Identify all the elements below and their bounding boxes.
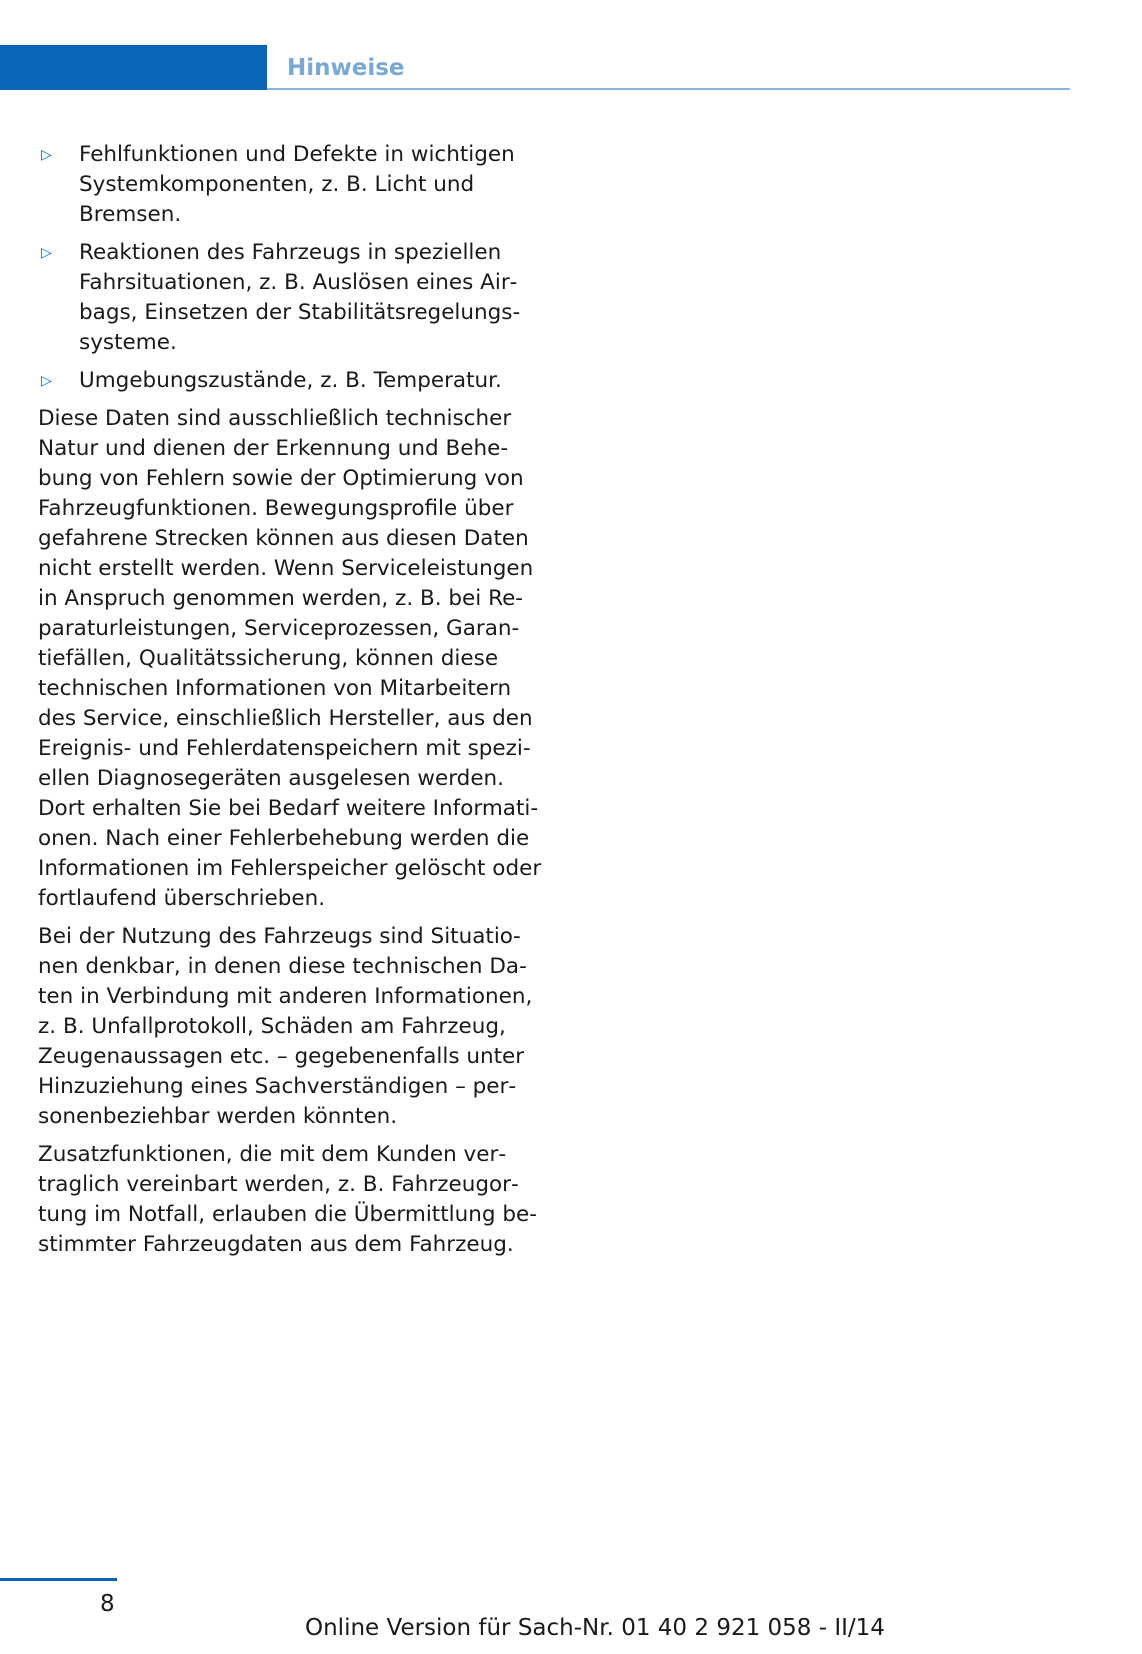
- text-line: Bremsen.: [79, 202, 182, 227]
- bullet-icon: ▷: [41, 373, 52, 389]
- text-line: ellen Diagnosegeräten ausgelesen werden.: [38, 766, 505, 791]
- text-line: Bei der Nutzung des Fahrzeugs sind Situatio‐: [38, 924, 521, 949]
- header-rule: [267, 88, 1070, 90]
- text-line: Fahrsituationen, z. B. Auslösen eines Air‐: [79, 270, 518, 295]
- bullet-icon: ▷: [41, 245, 52, 261]
- header-color-bar: [0, 45, 267, 90]
- text-line: Reaktionen des Fahrzeugs in speziellen: [79, 240, 502, 265]
- text-line: Hinzuziehung eines Sachverständigen – per‐: [38, 1074, 517, 1099]
- text-line: nen denkbar, in denen diese technischen Da‐: [38, 954, 527, 979]
- text-line: tung im Notfall, erlauben die Übermittlung be‐: [38, 1202, 537, 1227]
- text-line: des Service, einschließlich Hersteller, aus den: [38, 706, 533, 731]
- text-line: technischen Informationen von Mitarbeitern: [38, 676, 512, 701]
- text-line: Fehlfunktionen und Defekte in wichtigen: [79, 142, 515, 167]
- text-line: bung von Fehlern sowie der Optimierung von: [38, 466, 524, 491]
- text-line: fortlaufend überschrieben.: [38, 886, 326, 911]
- online-version-note: Online Version für Sach-Nr. 01 40 2 921 058 - II/14: [305, 1615, 885, 1641]
- text-line: gefahrene Strecken können aus diesen Daten: [38, 526, 529, 551]
- text-line: Dort erhalten Sie bei Bedarf weitere Informati‐: [38, 796, 539, 821]
- text-line: nicht erstellt werden. Wenn Serviceleistungen: [38, 556, 534, 581]
- text-line: in Anspruch genommen werden, z. B. bei Re‐: [38, 586, 524, 611]
- text-line: Informationen im Fehlerspeicher gelöscht oder: [38, 856, 542, 881]
- text-line: Umgebungszustände, z. B. Temperatur.: [79, 368, 502, 393]
- text-line: onen. Nach einer Fehlerbehebung werden die: [38, 826, 530, 851]
- bullet-icon: ▷: [41, 147, 52, 163]
- text-line: ten in Verbindung mit anderen Informationen,: [38, 984, 533, 1009]
- text-line: Natur und dienen der Erkennung und Behe‐: [38, 436, 509, 461]
- page-number: 8: [100, 1591, 115, 1617]
- text-line: paraturleistungen, Serviceprozessen, Garan‐: [38, 616, 520, 641]
- text-line: systeme.: [79, 330, 177, 355]
- text-line: z. B. Unfallprotokoll, Schäden am Fahrzeug,: [38, 1014, 506, 1039]
- text-line: Zusatzfunktionen, die mit dem Kunden ver‐: [38, 1142, 507, 1167]
- text-line: Zeugenaussagen etc. – gegebenenfalls unter: [38, 1044, 525, 1069]
- text-line: Fahrzeugfunktionen. Bewegungsprofile über: [38, 496, 514, 521]
- text-line: Diese Daten sind ausschließlich technischer: [38, 406, 512, 431]
- footer-rule: [0, 1578, 117, 1581]
- text-line: Ereignis- und Fehlerdatenspeichern mit spezi‐: [38, 736, 531, 761]
- text-line: tiefällen, Qualitätssicherung, können diese: [38, 646, 499, 671]
- section-title: Hinweise: [287, 55, 405, 81]
- text-line: Systemkomponenten, z. B. Licht und: [79, 172, 475, 197]
- text-line: sonenbeziehbar werden könnten.: [38, 1104, 398, 1129]
- text-line: traglich vereinbart werden, z. B. Fahrzeugor‐: [38, 1172, 519, 1197]
- text-line: stimmter Fahrzeugdaten aus dem Fahrzeug.: [38, 1232, 514, 1257]
- text-line: bags, Einsetzen der Stabilitätsregelungs‐: [79, 300, 521, 325]
